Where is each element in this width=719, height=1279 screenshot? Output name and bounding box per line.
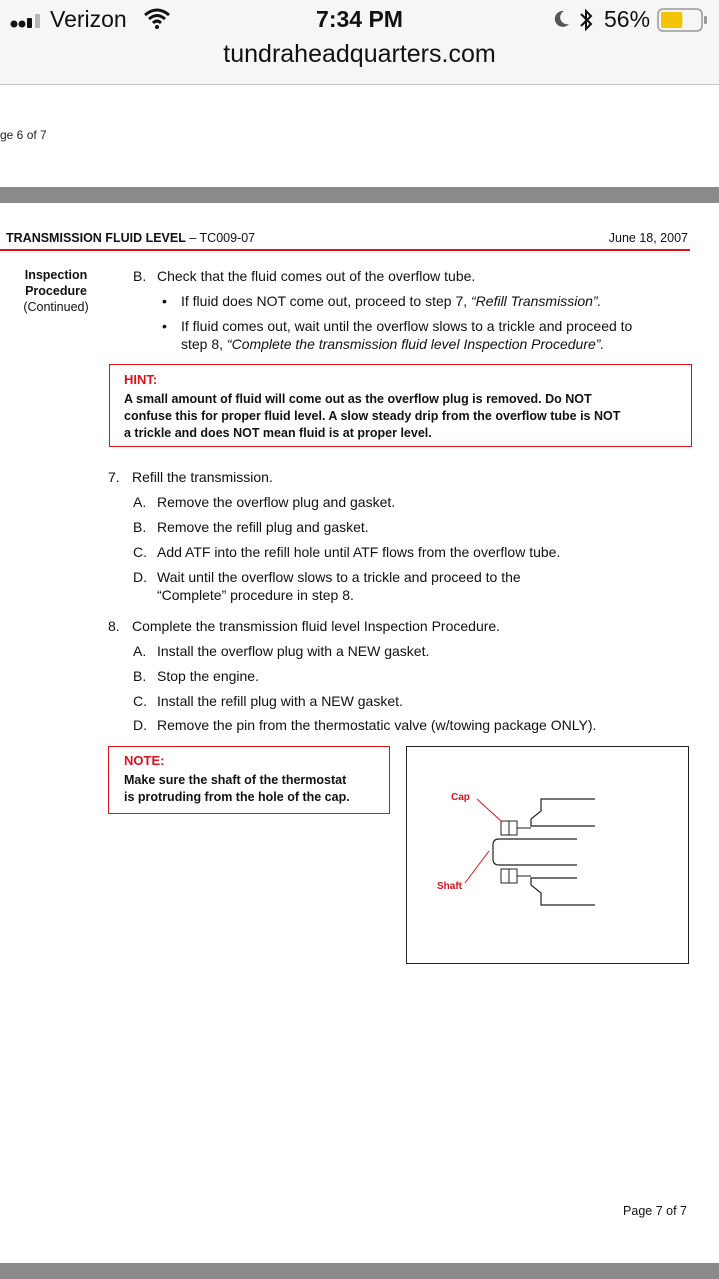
status-time: 7:34 PM bbox=[316, 6, 403, 32]
note-text: Make sure the shaft of the thermostat is protruding from the hole of the cap. bbox=[124, 773, 350, 804]
header-rule bbox=[0, 249, 690, 251]
side-heading-line1: Inspection bbox=[24, 268, 88, 282]
step-8-text: Complete the transmission fluid level Inspection Procedure. bbox=[132, 618, 501, 634]
note-heading: NOTE: bbox=[124, 753, 165, 768]
bullet-text-2 bbox=[181, 317, 632, 353]
list-item: C. Add ATF into the refill hole until ATF flows from the overflow tube. bbox=[133, 544, 561, 560]
prev-page-label: ge 6 of 7 bbox=[0, 128, 47, 142]
step-b-marker: B. bbox=[133, 268, 147, 284]
thermostat-figure bbox=[406, 746, 689, 964]
bullet-dot: • bbox=[162, 293, 167, 309]
bullet-dot: • bbox=[162, 318, 167, 334]
cap-label: Cap bbox=[451, 792, 470, 803]
battery-icon bbox=[657, 8, 709, 32]
list-item: B. Stop the engine. bbox=[133, 668, 259, 684]
bullet-1-text: If fluid does NOT come out, proceed to step 7, bbox=[181, 293, 472, 309]
list-item-continuation: “Complete” procedure in step 8. bbox=[157, 587, 354, 603]
step-b-text: Check that the fluid comes out of the overflow tube. bbox=[157, 268, 476, 284]
shaft-label: Shaft bbox=[437, 881, 462, 892]
page-separator-bottom bbox=[0, 1263, 719, 1279]
hint-text: A small amount of fluid will come out as the overflow plug is removed. Do NOT confuse this for proper fluid level. A slow steady drip from the overflow tube is NOT a trickle and does NOT mean fluid is at proper level. bbox=[124, 392, 621, 440]
bullet-item bbox=[162, 317, 167, 335]
bullet-2-line1: If fluid comes out, wait until the overflow slows to a trickle and proceed to bbox=[181, 318, 633, 334]
hint-heading: HINT: bbox=[124, 372, 158, 387]
carrier-name: Verizon bbox=[50, 6, 127, 32]
list-item: C. Install the refill plug with a NEW gasket. bbox=[133, 693, 403, 709]
step-7 bbox=[108, 468, 273, 486]
step-b bbox=[133, 267, 475, 285]
list-item: A. Remove the overflow plug and gasket. bbox=[133, 494, 396, 510]
do-not-disturb-moon-icon bbox=[551, 9, 571, 29]
bullet-text-1 bbox=[181, 292, 601, 310]
list-item: D. Remove the pin from the thermostatic valve (w/towing package ONLY). bbox=[133, 717, 597, 733]
list-item: A. Install the overflow plug with a NEW gasket. bbox=[133, 643, 430, 659]
list-item: B. Remove the refill plug and gasket. bbox=[133, 519, 369, 535]
step-8 bbox=[108, 617, 500, 635]
side-heading bbox=[12, 267, 100, 315]
bullet-1-ref: “Refill Transmission”. bbox=[471, 293, 602, 309]
bullet-2-line2: step 8, “Complete the transmission fluid level Inspection Procedure”. bbox=[181, 336, 605, 352]
bullet-item bbox=[162, 292, 167, 310]
hint-box bbox=[109, 364, 692, 447]
title-bold: TRANSMISSION FLUID LEVEL bbox=[6, 231, 186, 245]
page-separator bbox=[0, 187, 719, 203]
list-item: D. Wait until the overflow slows to a trickle and proceed to the bbox=[133, 569, 521, 585]
note-box bbox=[108, 746, 390, 814]
title-code: – TC009-07 bbox=[185, 231, 256, 245]
address-bar-url[interactable]: tundraheadquarters.com bbox=[223, 40, 496, 68]
thermostat-diagram bbox=[407, 747, 687, 962]
bluetooth-icon bbox=[579, 8, 593, 32]
side-heading-sub: (Continued) bbox=[23, 300, 89, 314]
battery-percentage: 56% bbox=[604, 6, 651, 32]
step-7-marker: 7. bbox=[108, 469, 120, 485]
step-8-marker: 8. bbox=[108, 618, 120, 634]
page-number: Page 7 of 7 bbox=[623, 1204, 687, 1218]
document-title bbox=[6, 231, 255, 245]
step-7-text: Refill the transmission. bbox=[132, 469, 273, 485]
document-date: June 18, 2007 bbox=[608, 231, 688, 245]
side-heading-line2: Procedure bbox=[25, 284, 87, 298]
